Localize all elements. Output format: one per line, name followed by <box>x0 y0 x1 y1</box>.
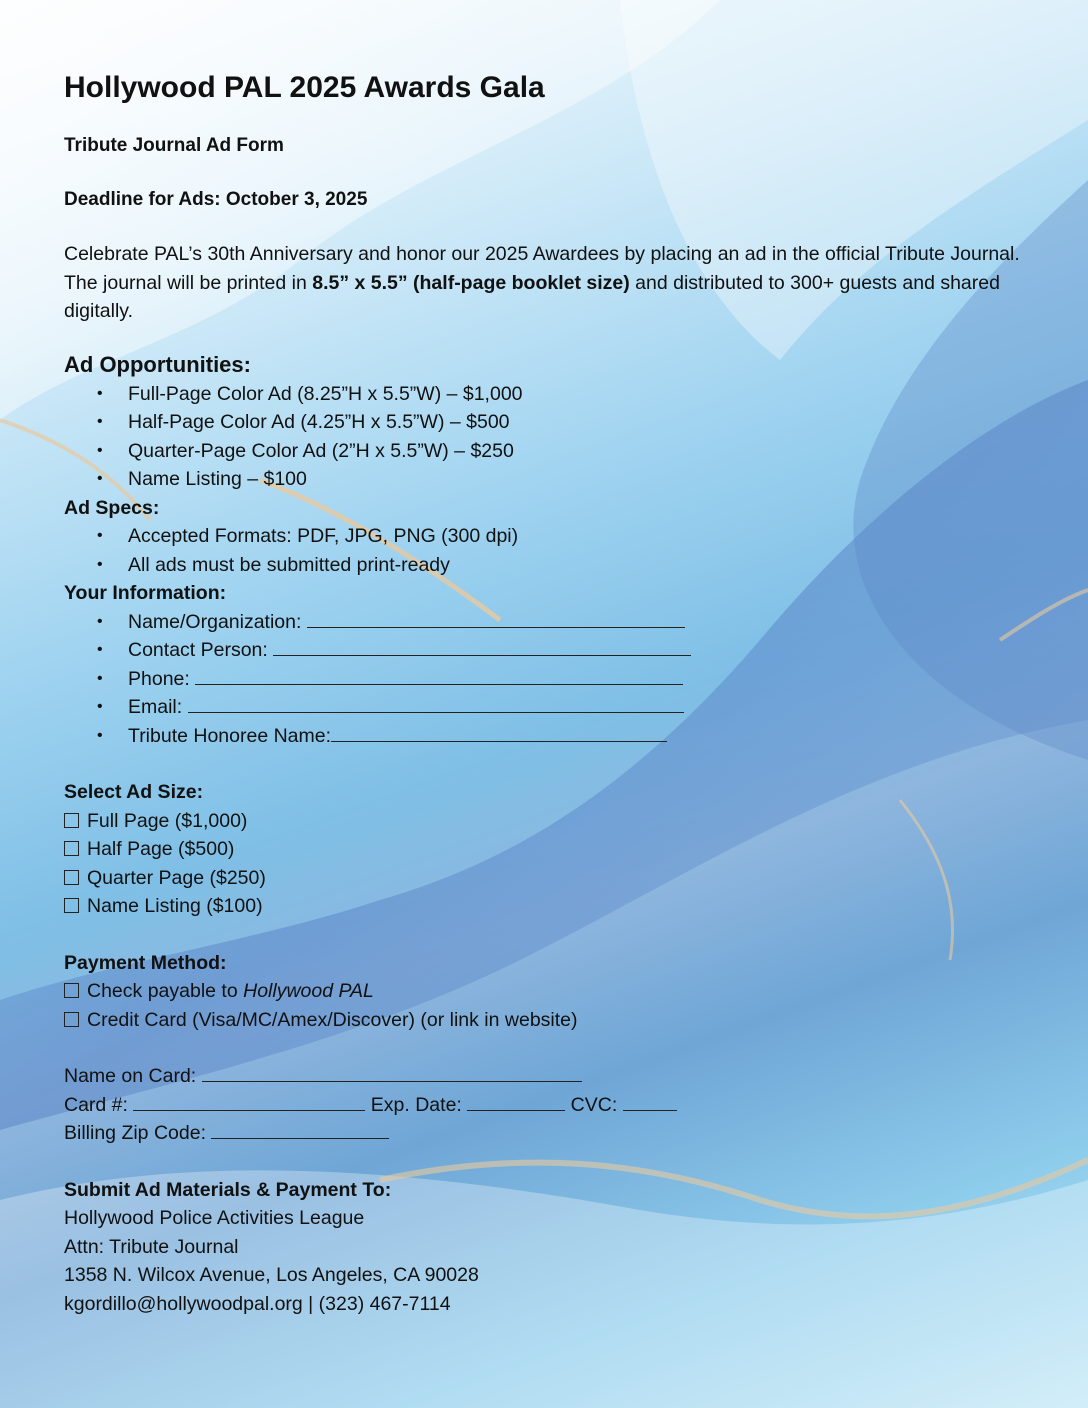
info-field-name-organization <box>97 608 1034 637</box>
checkbox-icon[interactable] <box>64 841 79 856</box>
bullet-icon: • <box>97 641 103 658</box>
phone-field[interactable] <box>195 665 683 685</box>
list-item <box>97 380 1034 409</box>
exp-date-label: Exp. Date: <box>365 1093 468 1116</box>
option-label: Name Listing ($100) <box>87 895 263 917</box>
bullet-icon: • <box>97 413 103 430</box>
name-on-card-row <box>64 1062 1034 1091</box>
intro-paragraph <box>64 240 1034 326</box>
bullet-icon: • <box>97 555 103 573</box>
ad-opportunities-list <box>64 380 1034 494</box>
select-ad-size-heading: Select Ad Size: <box>64 781 204 803</box>
submit-org: Hollywood Police Activities League <box>64 1207 365 1229</box>
info-field-phone <box>97 665 1034 694</box>
page-title: Hollywood PAL 2025 Awards Gala <box>64 71 545 104</box>
list-item <box>97 408 1034 437</box>
contact-person-field[interactable] <box>273 636 691 656</box>
ad-size-option <box>64 892 1034 921</box>
field-label: Email: <box>128 696 188 718</box>
billing-zip-label: Billing Zip Code: <box>64 1122 212 1144</box>
field-label: Contact Person: <box>128 639 274 661</box>
option-label: Half Page ($500) <box>87 838 235 860</box>
list-item-text: Accepted Formats: PDF, JPG, PNG (300 dpi) <box>128 525 519 547</box>
field-label: Phone: <box>128 667 196 690</box>
option-label: Quarter Page ($250) <box>87 866 266 889</box>
checkbox-icon[interactable] <box>64 870 79 885</box>
list-item-text: Half-Page Color Ad (4.25”H x 5.5”W) – $500 <box>128 411 510 433</box>
payment-method-heading: Payment Method: <box>64 951 227 974</box>
ad-size-option <box>64 807 1034 836</box>
card-number-label: Card #: <box>64 1093 134 1116</box>
deadline-text: Deadline for Ads: October 3, 2025 <box>64 189 368 210</box>
submit-attn: Attn: Tribute Journal <box>64 1235 239 1258</box>
option-label: Full Page ($1,000) <box>87 809 248 832</box>
list-item-text: Name Listing – $100 <box>128 468 307 490</box>
name-organization-field[interactable] <box>307 608 685 628</box>
check-payee: Hollywood PAL <box>243 980 374 1002</box>
bullet-icon: • <box>97 726 103 744</box>
list-item <box>97 551 1034 580</box>
list-item <box>97 465 1034 494</box>
field-label: Tribute Honoree Name: <box>128 724 332 747</box>
info-field-contact-person <box>97 636 1034 665</box>
ad-opportunities-heading: Ad Opportunities: <box>64 351 251 377</box>
billing-zip-row <box>64 1119 1034 1148</box>
name-on-card-field[interactable] <box>202 1062 582 1082</box>
bullet-icon: • <box>97 470 103 487</box>
list-item-text: Full-Page Color Ad (8.25”H x 5.5”W) – $1,000 <box>128 382 523 405</box>
ad-specs-list <box>64 522 1034 579</box>
your-information-heading: Your Information: <box>64 582 227 604</box>
bullet-icon: • <box>97 527 103 544</box>
card-number-field[interactable] <box>133 1091 365 1111</box>
field-label: Name/Organization: <box>128 610 307 633</box>
list-item-text: All ads must be submitted print-ready <box>128 553 450 576</box>
checkbox-icon[interactable] <box>64 898 79 913</box>
your-information-list <box>64 608 1034 751</box>
checkbox-icon[interactable] <box>64 983 79 998</box>
cvc-label: CVC: <box>565 1093 623 1116</box>
cvc-field[interactable] <box>623 1091 677 1111</box>
bullet-icon: • <box>97 669 103 687</box>
bullet-icon: • <box>97 441 103 459</box>
list-item-text: Quarter-Page Color Ad (2”H x 5.5”W) – $250 <box>128 439 514 462</box>
info-field-email <box>97 693 1034 722</box>
email-field[interactable] <box>188 693 684 713</box>
check-label: Check payable to <box>87 980 244 1002</box>
list-item <box>97 522 1034 551</box>
card-number-row <box>64 1091 1034 1120</box>
submit-heading: Submit Ad Materials & Payment To: <box>64 1178 392 1201</box>
name-on-card-label: Name on Card: <box>64 1065 202 1087</box>
ad-size-option <box>64 835 1034 864</box>
submit-contact: kgordillo@hollywoodpal.org | (323) 467-7114 <box>64 1292 451 1315</box>
bullet-icon: • <box>97 612 103 630</box>
intro-print-size: 8.5” x 5.5” (half-page booklet size) <box>312 271 630 294</box>
submit-address: 1358 N. Wilcox Avenue, Los Angeles, CA 90028 <box>64 1264 479 1286</box>
intro-text-1: Celebrate PAL’s 30th Anniversary and honor our 2025 Awardees by placing an ad in the official Tribute Journal. The journal will be printed in <box>64 243 1020 294</box>
ad-form-page <box>64 68 1034 1318</box>
form-subtitle: Tribute Journal Ad Form <box>64 135 284 156</box>
payment-option-check <box>64 977 1034 1006</box>
info-field-tribute-honoree <box>97 722 1034 751</box>
credit-card-label: Credit Card (Visa/MC/Amex/Discover) (or link in website) <box>87 1008 578 1031</box>
ad-size-option <box>64 864 1034 893</box>
bullet-icon: • <box>97 384 103 402</box>
ad-specs-heading: Ad Specs: <box>64 496 160 519</box>
billing-zip-field[interactable] <box>211 1119 389 1139</box>
checkbox-icon[interactable] <box>64 1012 79 1027</box>
exp-date-field[interactable] <box>467 1091 565 1111</box>
checkbox-icon[interactable] <box>64 813 79 828</box>
list-item <box>97 437 1034 466</box>
payment-option-credit-card <box>64 1006 1034 1035</box>
tribute-honoree-field[interactable] <box>331 722 667 742</box>
intro-text-2: and distributed to 300+ guests and shared digitally. <box>64 271 1000 322</box>
bullet-icon: • <box>97 698 103 715</box>
